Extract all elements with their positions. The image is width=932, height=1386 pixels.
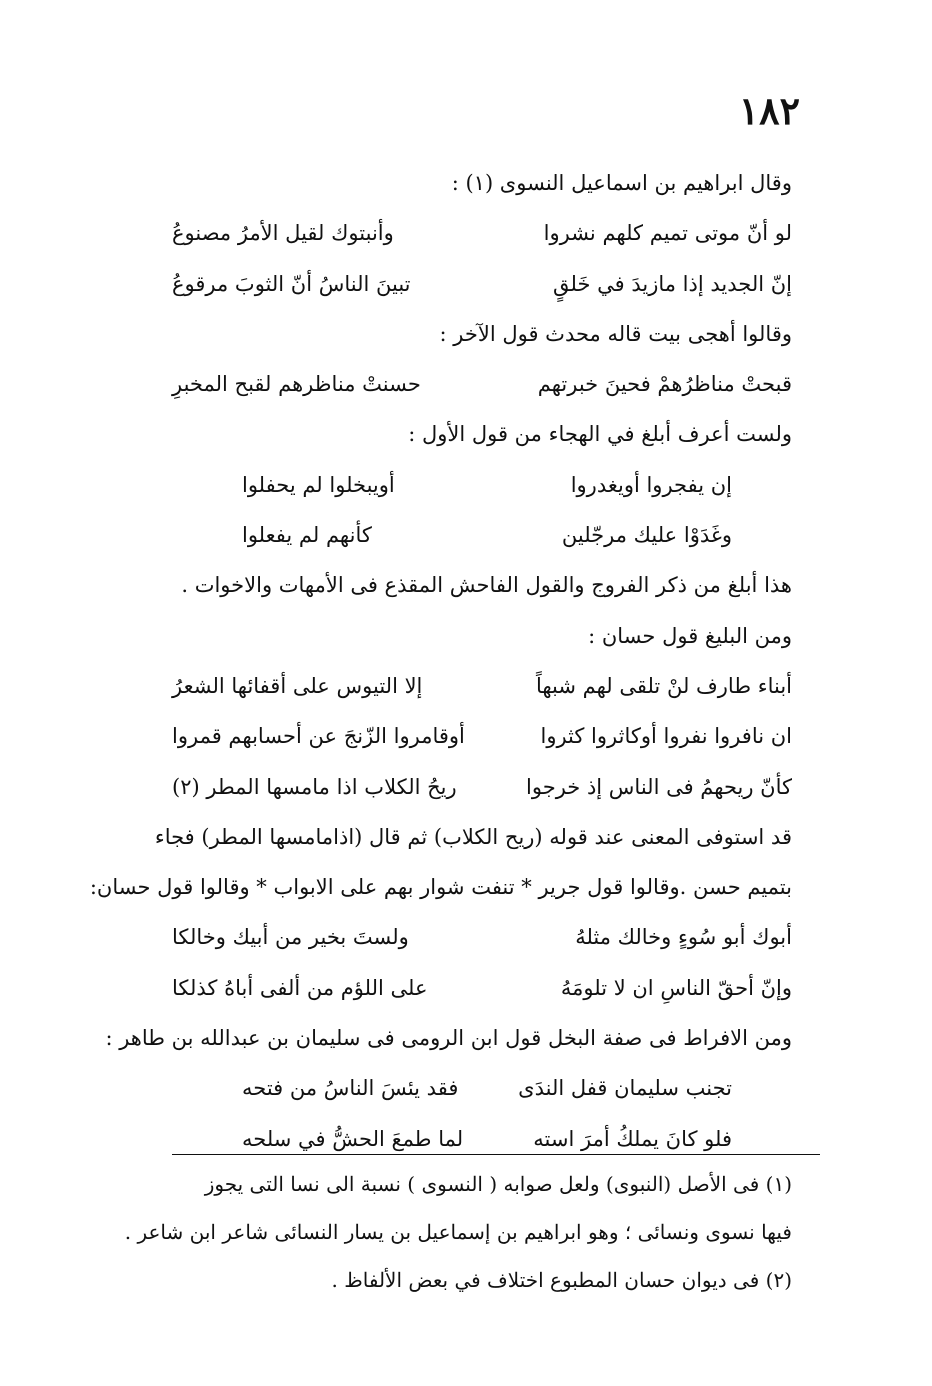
prose-line: هذا أبلغ من ذكر الفروج والقول الفاحش المقذع فى الأمهات والاخوات . [181, 573, 792, 598]
verse-line [172, 208, 792, 258]
verse-line [172, 711, 792, 761]
prose-line: ومن البليغ قول حسان : [588, 623, 792, 648]
verse-second-hemistich: على اللؤم من ألفى أباهُ كذلكا [172, 975, 428, 1000]
verse-first-hemistich: كأنّ ريحهمُ فى الناس إذ خرجوا [526, 774, 792, 799]
verse-first-hemistich: ان نافروا نفروا أوكاثروا كثروا [540, 724, 792, 749]
verse-first-hemistich: أبناء طارف لنْ تلقى لهم شبهاً [535, 673, 792, 698]
footnotes [124, 1160, 792, 1304]
verse-second-hemistich: وأنبتوك لقيل الأمرُ مصنوعُ [172, 221, 394, 246]
verse-second-hemistich: فقد يئسَ الناسُ من فتحه [242, 1076, 459, 1101]
verse-second-hemistich: أويبخلوا لم يحفلوا [242, 472, 395, 497]
verse-first-hemistich: وإنّ أحقّ الناسِ ان لا تلومَهُ [560, 975, 792, 1000]
prose-line: بتميم حسن .وقالوا قول جرير * تنفت شوار بهم على الابواب * وقالوا قول حسان: [89, 875, 792, 900]
verse-first-hemistich: لو أنّ موتى تميم كلهم نشروا [543, 221, 792, 246]
prose-line: قد استوفى المعنى عند قوله (ريح الكلاب) ثم قال (اذامامسها المطر) فجاء [154, 824, 792, 849]
verse-second-hemistich: ريحُ الكلاب اذا مامسها المطر (٢) [172, 774, 457, 799]
verse-first-hemistich: قبحتْ مناظرُهمْ فحينَ خبرتهم [537, 372, 792, 397]
footnote-rule [172, 1154, 820, 1155]
verse-line [172, 912, 792, 962]
verse-first-hemistich: فلو كانَ يملكُ أمرَ استه [533, 1126, 732, 1151]
verse-line [172, 510, 792, 560]
prose-line: ومن الافراط فى صفة البخل قول ابن الرومى فى سليمان بن عبدالله بن طاهر : [105, 1026, 792, 1051]
prose-line: وقال ابراهيم بن اسماعيل النسوى (١) : [451, 171, 792, 195]
footnote-line: (٢) فى ديوان حسان المطبوع اختلاف في بعض الألفاظ . [331, 1268, 792, 1292]
verse-line [172, 460, 792, 510]
verse-line [172, 1063, 792, 1113]
verse-line [172, 259, 792, 309]
footnote-line: فيها نسوى ونسائى ؛ وهو ابراهيم بن إسماعيل بن يسار النسائى شاعر ابن شاعر . [124, 1220, 792, 1244]
prose-line: وقالوا أهجى بيت قاله محدث قول الآخر : [439, 321, 792, 346]
verse-first-hemistich: إن يفجروا أويغدروا [570, 472, 732, 497]
verse-second-hemistich: ولستَ بخير من أبيك وخالكا [172, 925, 409, 950]
verse-first-hemistich: أبوك أبو سُوءٍ وخالك مثلهُ [575, 925, 792, 950]
verse-second-hemistich: أوقامروا الزّنجَ عن أحسابهم قمروا [172, 724, 465, 749]
verse-second-hemistich: إلا التيوس على أقفائها الشعرُ [172, 673, 423, 698]
verse-second-hemistich: تبينَ الناسُ أنّ الثوبَ مرقوعُ [172, 271, 411, 296]
prose-line: ولست أعرف أبلغ في الهجاء من قول الأول : [408, 422, 792, 447]
main-text [89, 158, 792, 1164]
verse-line [172, 359, 792, 409]
verse-line [172, 762, 792, 812]
verse-first-hemistich: إنّ الجديد إذا مازيدَ في خَلقٍ [553, 271, 792, 296]
verse-first-hemistich: تجنب سليمان قفل الندَى [518, 1076, 732, 1101]
verse-line [172, 963, 792, 1013]
page-number: ١٨٢ [738, 88, 800, 133]
verse-second-hemistich: كأنهم لم يفعلوا [242, 523, 372, 548]
verse-second-hemistich: حسنتْ مناظرهم لقبح المخبرِ [172, 372, 421, 397]
footnote-line: (١) فى الأصل (النبوى) ولعل صوابه ( النسوى ) نسبة الى نسا التى يجوز [204, 1172, 792, 1196]
verse-second-hemistich: لما طمعَ الحشُّ في سلحه [242, 1126, 464, 1151]
verse-line [172, 1114, 792, 1164]
verse-line [172, 661, 792, 711]
verse-first-hemistich: وغَدَوْا عليك مرجّلين [561, 523, 732, 548]
